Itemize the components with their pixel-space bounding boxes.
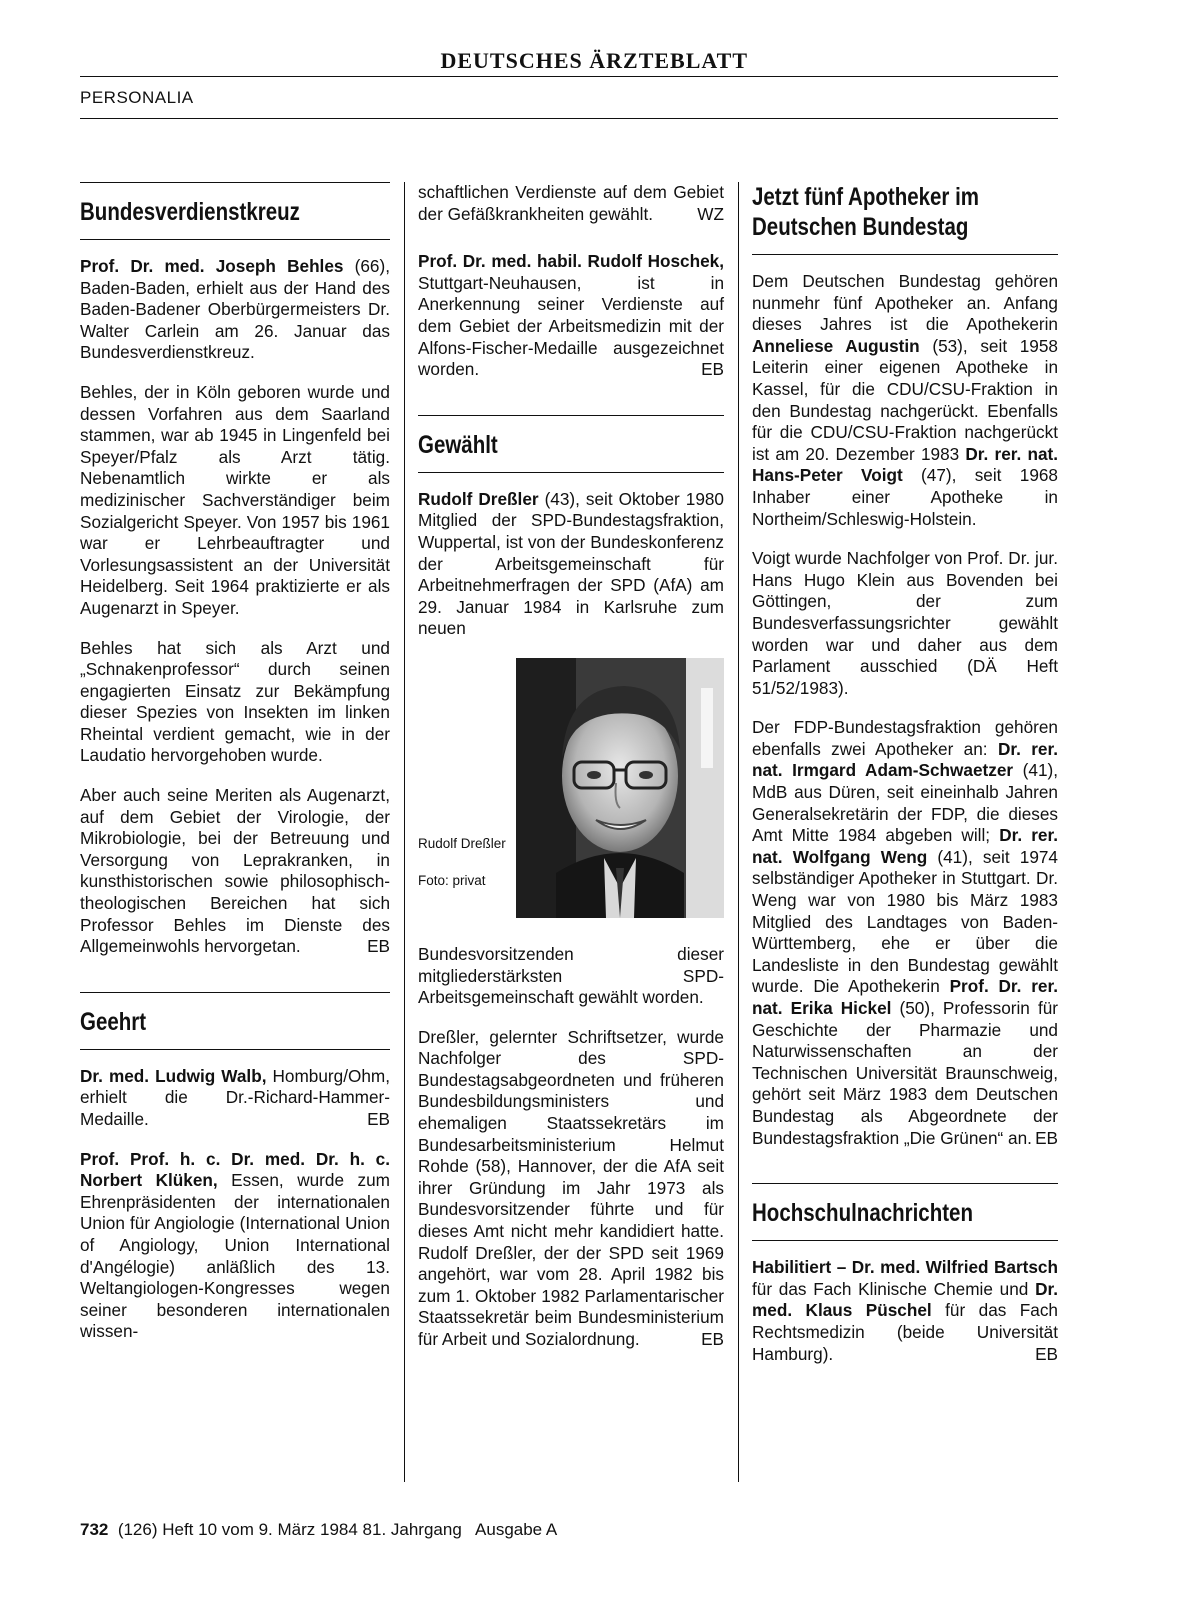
paragraph-text: Aber auch seine Meriten als Augenarzt, auf dem Gebiet der Virologie, der Mikrobiologie, bei der Betreuung und Versorgung von Leprakranken, in kunsthistorischen sowie philosophisch-theologischen Bereichen hat sich Professor Behles im Dienste des Allgemeinwohls hervorgetan. (80, 785, 390, 957)
paragraph-text: (41), seit 1974 selbständiger Apotheker in Stuttgart. Dr. Weng war von 1980 bis März 1983 Mitglied des Landtages von Baden-Württemberg, ehe er über die Landesliste in den Bundestag gewählt wurde. Die Apothekerin (752, 846, 1058, 997)
paragraph-text: (47), seit 1968 Inhaber einer Apotheke in Northeim/Schleswig-Holstein. (752, 465, 1058, 529)
author-initials: EB (701, 359, 724, 380)
person-name: Dr. rer. nat. Irmgard Adam-Schwaetzer (752, 738, 1058, 781)
person-name: Prof. Prof. h. c. Dr. med. Dr. h. c. Norbert Klüken, (80, 1148, 390, 1191)
paragraph-text: für das Fach Rechtsmedizin (beide Universität Hamburg). (752, 1300, 1058, 1364)
heading-bundesverdienstkreuz: Bundesverdienstkreuz (80, 198, 300, 226)
paragraph-text: schaftlichen Verdienste auf dem Gebiet der Gefäßkrankheiten gewählt. (418, 182, 724, 224)
person-name: Prof. Dr. med. Joseph Behles (80, 256, 344, 276)
photo-block (418, 658, 724, 926)
paragraph-text: Dreßler, gelernter Schriftsetzer, wurde Nachfolger des SPD-Bundestagsabgeordneten und früheren Bundesbildungsministers und ehemaligen Staatssekretärs im Bundesarbeitsministerium Helmut Rohde (58), Hannover, der die AfA seit ihrer Gründung im Jahr 1973 als Bundesvorsitzender führte und für dieses Amt nicht mehr kandidiert hatte. Rudolf Dreßler, der der SPD seit 1969 angehört, war vom 28. April 1982 bis zum 1. Oktober 1982 Parlamentarischer Staatssekretär beim Bundesministerium für Arbeit und Sozialordnung. (418, 1026, 724, 1349)
paragraph-text: (43), seit Oktober 1980 Mitglied der SPD-Bundestagsfraktion, Wuppertal, ist von der Bundeskonferenz der Arbeitsgemeinschaft für Arbeitnehmerfragen der SPD (AfA) am 29. Januar 1984 in Karlsruhe zum neuen (418, 488, 724, 639)
heading-block (752, 182, 1058, 255)
column-2 (418, 182, 724, 1369)
page-footer (80, 1520, 557, 1540)
paragraph-text: (53), seit 1958 Leiterin einer eigenen Apotheke in Kassel, für die CDU/CSU-Fraktion in den Bundestag nachgerückt. Ebenfalls für die CDU/CSU-Fraktion nachgerückt ist am 20. Dezember 1983 (752, 335, 1058, 464)
paragraph-text: (66), Baden-Baden, erhielt aus der Hand des Baden-Badener Oberbürgermeisters Dr. Walter Carlein am 26. Januar das Bundesverdienstkreuz. (80, 256, 390, 363)
paragraph (752, 717, 1058, 1149)
heading-hochschulnachrichten: Hochschulnachrichten (752, 1199, 973, 1228)
photo-caption (418, 834, 508, 890)
paragraph-text: (50), Professorin für Geschichte der Pharmazie und Naturwissenschaften an der Technischen Universität Braunschweig, gehört seit März 1983 dem Deutschen Bundestag als Abgeordnete der Bundestagsfraktion „Die Grünen“ an. (752, 998, 1059, 1148)
journal-title: DEUTSCHES ÄRZTEBLATT (440, 48, 748, 73)
caption-name: Rudolf Dreßler (418, 835, 506, 851)
paragraph-text: (41), MdB aus Düren, seit eineinhalb Jahren Generalsekretärin der FDP, die dieses Amt Mitte 1984 abgeben will; (752, 760, 1058, 846)
paragraph-text: Essen, wurde zum Ehrenpräsidenten der internationalen Union für Angiologie (International Union of Angiology, Union International d'Angélogie) anläßlich des 13. Weltangiologen-Kongresses wegen seiner besonderen internationalen wissen- (80, 1170, 390, 1342)
paragraph-text: Dem Deutschen Bundestag gehören nunmehr fünf Apotheker an. Anfang dieses Jahres ist die Apothekerin (752, 271, 1058, 335)
paragraph (752, 271, 1058, 530)
paragraph: Bundesvorsitzenden dieser mitgliederstärksten SPD-Arbeitsgemeinschaft gewählt worden. (418, 943, 724, 1008)
paragraph: Voigt wurde Nachfolger von Prof. Dr. jur. Hans Hugo Klein aus Bovenden bei Göttingen, der zum Bundesverfassungsrichter gewählt worden war und daher aus dem Parlament ausschied (DÄ Heft 51/52/1983). (752, 548, 1058, 698)
author-initials: EB (367, 936, 390, 957)
paragraph-text: Stuttgart-Neuhausen, ist in Anerkennung seiner Verdienste auf dem Gebiet der Arbeitsmedizin mit der Alfons-Fischer-Medaille ausgezeichnet worden. (418, 272, 724, 380)
paragraph (418, 489, 724, 640)
page-number: 732 (80, 1520, 109, 1539)
heading-block (80, 182, 390, 240)
heading-block (80, 992, 390, 1050)
person-name: Rudolf Dreßler (418, 488, 539, 509)
paragraph-text: Der FDP-Bundestagsfraktion gehören ebenfalls zwei Apotheker an: (752, 717, 1058, 759)
person-name: Prof. Dr. med. habil. Rudolf Hoschek, (418, 251, 724, 272)
paragraph (80, 256, 390, 364)
caption-credit: Foto: privat (418, 872, 486, 888)
section-label: PERSONALIA (80, 88, 194, 107)
heading-gewaehlt: Gewählt (418, 430, 498, 459)
paragraph (418, 182, 724, 225)
issue-info: (126) Heft 10 vom 9. März 1984 81. Jahrgang Ausgabe A (108, 1520, 558, 1539)
paragraph (418, 1027, 724, 1351)
portrait-image (516, 658, 724, 918)
person-name: Dr. rer. nat. Wolfgang Weng (752, 825, 1058, 867)
person-name: Dr. med. Klaus Püschel (752, 1278, 1058, 1321)
author-initials: EB (701, 1329, 724, 1349)
author-initials: EB (1035, 1127, 1058, 1148)
portrait-photo (516, 658, 724, 918)
person-name: Prof. Dr. rer. nat. Erika Hickel (752, 976, 1059, 1018)
heading-apotheker: Jetzt fünf Apotheker im Deutschen Bundestag (752, 183, 980, 241)
column-1 (80, 182, 390, 1361)
column-divider-2 (738, 182, 739, 1482)
paragraph (418, 251, 724, 381)
paragraph-text: Homburg/Ohm, erhielt die Dr.-Richard-Hammer-Medaille. (80, 1065, 391, 1129)
heading-block (752, 1183, 1058, 1241)
column-3 (752, 182, 1058, 1383)
author-initials: EB (367, 1109, 390, 1129)
paragraph (80, 785, 390, 958)
person-name: Anneliese Augustin (752, 335, 920, 356)
paragraph (752, 1257, 1058, 1365)
person-name: Dr. med. Ludwig Walb, (80, 1065, 267, 1086)
paragraph (80, 1066, 390, 1131)
masthead (80, 48, 1058, 77)
heading-geehrt: Geehrt (80, 1007, 147, 1036)
section-rule (80, 118, 1058, 119)
heading-block (418, 415, 724, 473)
paragraph-text: für das Fach Klinische Chemie und (752, 1278, 1036, 1299)
person-name: Dr. rer. nat. Hans-Peter Voigt (752, 443, 1058, 486)
person-name: Habilitiert – Dr. med. Wilfried Bartsch (752, 1257, 1058, 1278)
paragraph: Behles, der in Köln geboren wurde und dessen Vorfahren aus dem Saarland stammen, war ab 1945 in Lingenfeld bei Speyer/Pfalz als Arzt tätig. Nebenamtlich wirkte er als medizinischer Sachverständiger beim Sozialgericht Speyer. Von 1957 bis 1961 war er Lehrbeauftragter und Vorlesungsassistent an der Universität Heidelberg. Seit 1964 praktizierte er als Augenarzt in Speyer. (80, 381, 390, 618)
column-divider-1 (404, 182, 405, 1482)
paragraph: Behles hat sich als Arzt und „Schnakenprofessor“ durch seinen engagierten Einsatz zur Bekämpfung dieser Spezies von Insekten im linken Rheintal verdient gemacht, wie in der Laudatio hervorgehoben wurde. (80, 637, 390, 766)
author-initials: WZ (697, 203, 724, 224)
paragraph (80, 1149, 390, 1343)
author-initials: EB (1035, 1343, 1058, 1364)
